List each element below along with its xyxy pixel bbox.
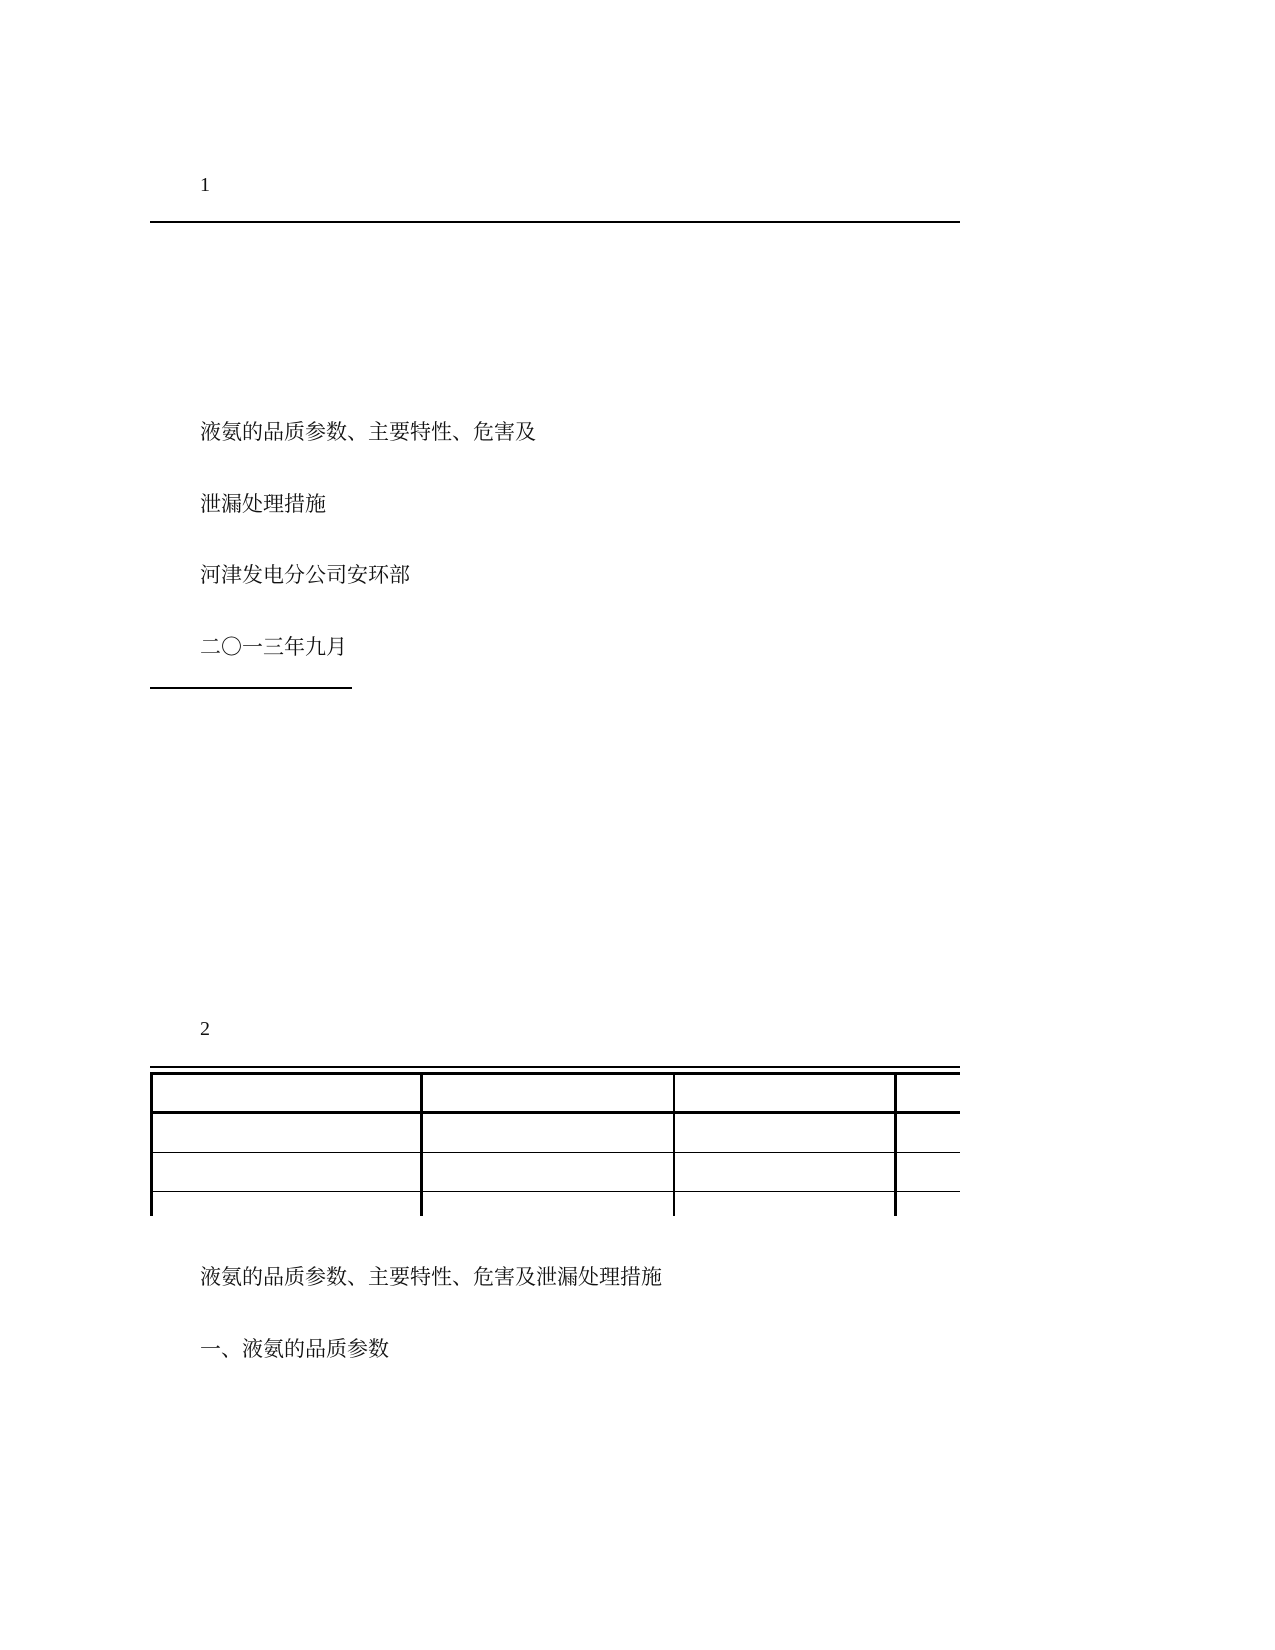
table-rule-row (150, 1152, 960, 1153)
parameter-table (150, 1072, 960, 1216)
table-rule-top (150, 1072, 960, 1075)
header-rule (150, 221, 960, 223)
page-number: 2 (200, 1018, 210, 1040)
header-rule (150, 1066, 960, 1068)
document-title-line-1: 液氨的品质参数、主要特性、危害及 (200, 420, 536, 444)
section-heading: 液氨的品质参数、主要特性、危害及泄漏处理措施 (200, 1265, 662, 1289)
table-col-line (150, 1072, 153, 1216)
footnote-rule (150, 687, 352, 689)
table-grid (150, 1072, 960, 1216)
table-rule-row (150, 1191, 960, 1192)
subsection-heading: 一、液氨的品质参数 (200, 1337, 389, 1361)
document-date: 二〇一三年九月 (200, 635, 347, 659)
page-number: 1 (200, 174, 210, 196)
table-rule-header (150, 1111, 960, 1114)
table-col-line (673, 1072, 675, 1216)
document-title-line-2: 泄漏处理措施 (200, 492, 326, 516)
table-col-line (420, 1072, 423, 1216)
table-col-line (894, 1072, 897, 1216)
department-name: 河津发电分公司安环部 (200, 563, 410, 587)
